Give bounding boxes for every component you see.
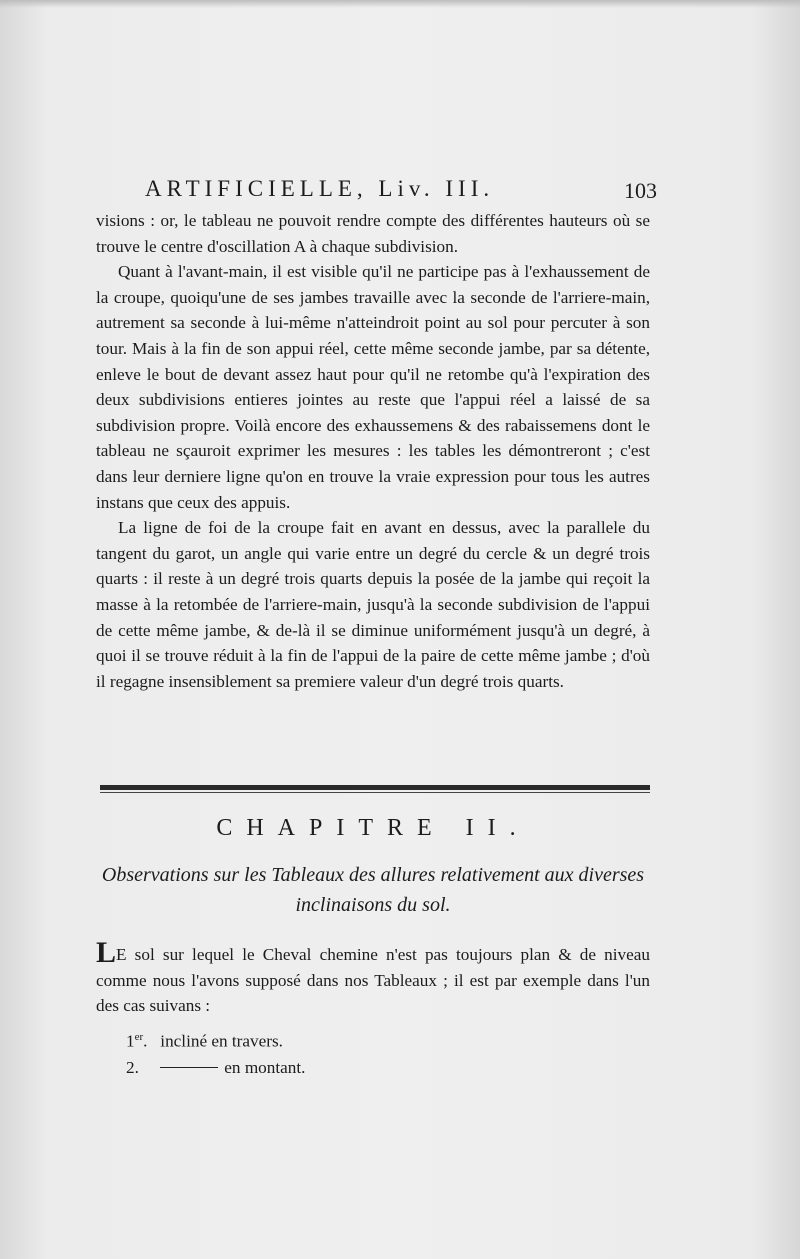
list-item-number: 1er. bbox=[126, 1031, 148, 1051]
divider-thin-line bbox=[100, 792, 650, 793]
divider-thick-line bbox=[100, 785, 650, 790]
page-number: 103 bbox=[624, 178, 657, 203]
section-divider bbox=[100, 785, 650, 793]
list-item-text: en montant. bbox=[224, 1057, 306, 1077]
running-title: ARTIFICIELLE, Liv. III. bbox=[145, 176, 495, 201]
chapter-heading: CHAPITRE II. bbox=[216, 815, 530, 841]
ditto-dash bbox=[160, 1067, 218, 1068]
list-item bbox=[126, 1024, 426, 1055]
paragraph-continuation: visions : or, le tableau ne pouvoit rendre compte des différentes hauteurs où se trouve le centre d'oscillation A à chaque subdivision. bbox=[96, 211, 650, 256]
page-edge-shadow bbox=[0, 0, 800, 8]
chapter-intro bbox=[96, 936, 650, 1019]
chapter-subtitle: Observations sur les Tableaux des allures relativement aux diverses inclinaisons du sol. bbox=[101, 864, 645, 916]
drop-cap: L bbox=[96, 936, 117, 969]
list-item-number: 2. bbox=[126, 1057, 139, 1077]
body-text bbox=[96, 208, 650, 694]
chapter-intro-text: E sol sur lequel le Cheval chemine n'est pas toujours plan & de niveau comme nous l'avons supposé dans nos Tableaux ; il est par exemple dans l'un des cas suivans : bbox=[96, 945, 650, 1016]
cases-list bbox=[126, 1024, 426, 1081]
paragraph-ligne-de-foi: La ligne de foi de la croupe fait en avant en dessus, avec la parallele du tangent du garot, un angle qui varie entre un degré du cercle & un degré trois quarts : il reste à un degré trois quarts depuis la posée de la jambe qui reçoit la masse à la retombée de l'arriere-main, jusqu'à la seconde subdivision de l'appui de cette même jambe, & de-là il se diminue uniformément jusqu'à un degré, à quoi il se trouve réduit à la fin de l'appui de la paire de cette même jambe ; d'où il regagne insensiblement sa premiere valeur d'un degré trois quarts. bbox=[96, 518, 650, 691]
list-item-text: incliné en travers. bbox=[160, 1031, 283, 1051]
paragraph-avant-main: Quant à l'avant-main, il est visible qu'il ne participe pas à l'exhaussement de la croupe, quoiqu'une de ses jambes travaille avec la seconde de l'arriere-main, autrement sa seconde à lui-même n'atteindroit point au sol pour percuter à son tour. Mais à la fin de son appui réel, cette même seconde jambe, par sa détente, enleve le bout de devant assez haut pour qu'il ne retombe qu'à l'expiration des deux subdivisions entieres jointes au reste que l'appui réel a laissé de sa subdivision propre. Voilà encore des exhaussemens & des rabaissemens dont le tableau ne sçauroit exprimer les mesures : les tables les démontreront ; c'est dans leur derniere ligne qu'on en trouve la vraie expression pour tous les autres instans que ceux des appuis. bbox=[96, 262, 650, 512]
list-item bbox=[126, 1055, 426, 1081]
page-header bbox=[145, 172, 657, 206]
